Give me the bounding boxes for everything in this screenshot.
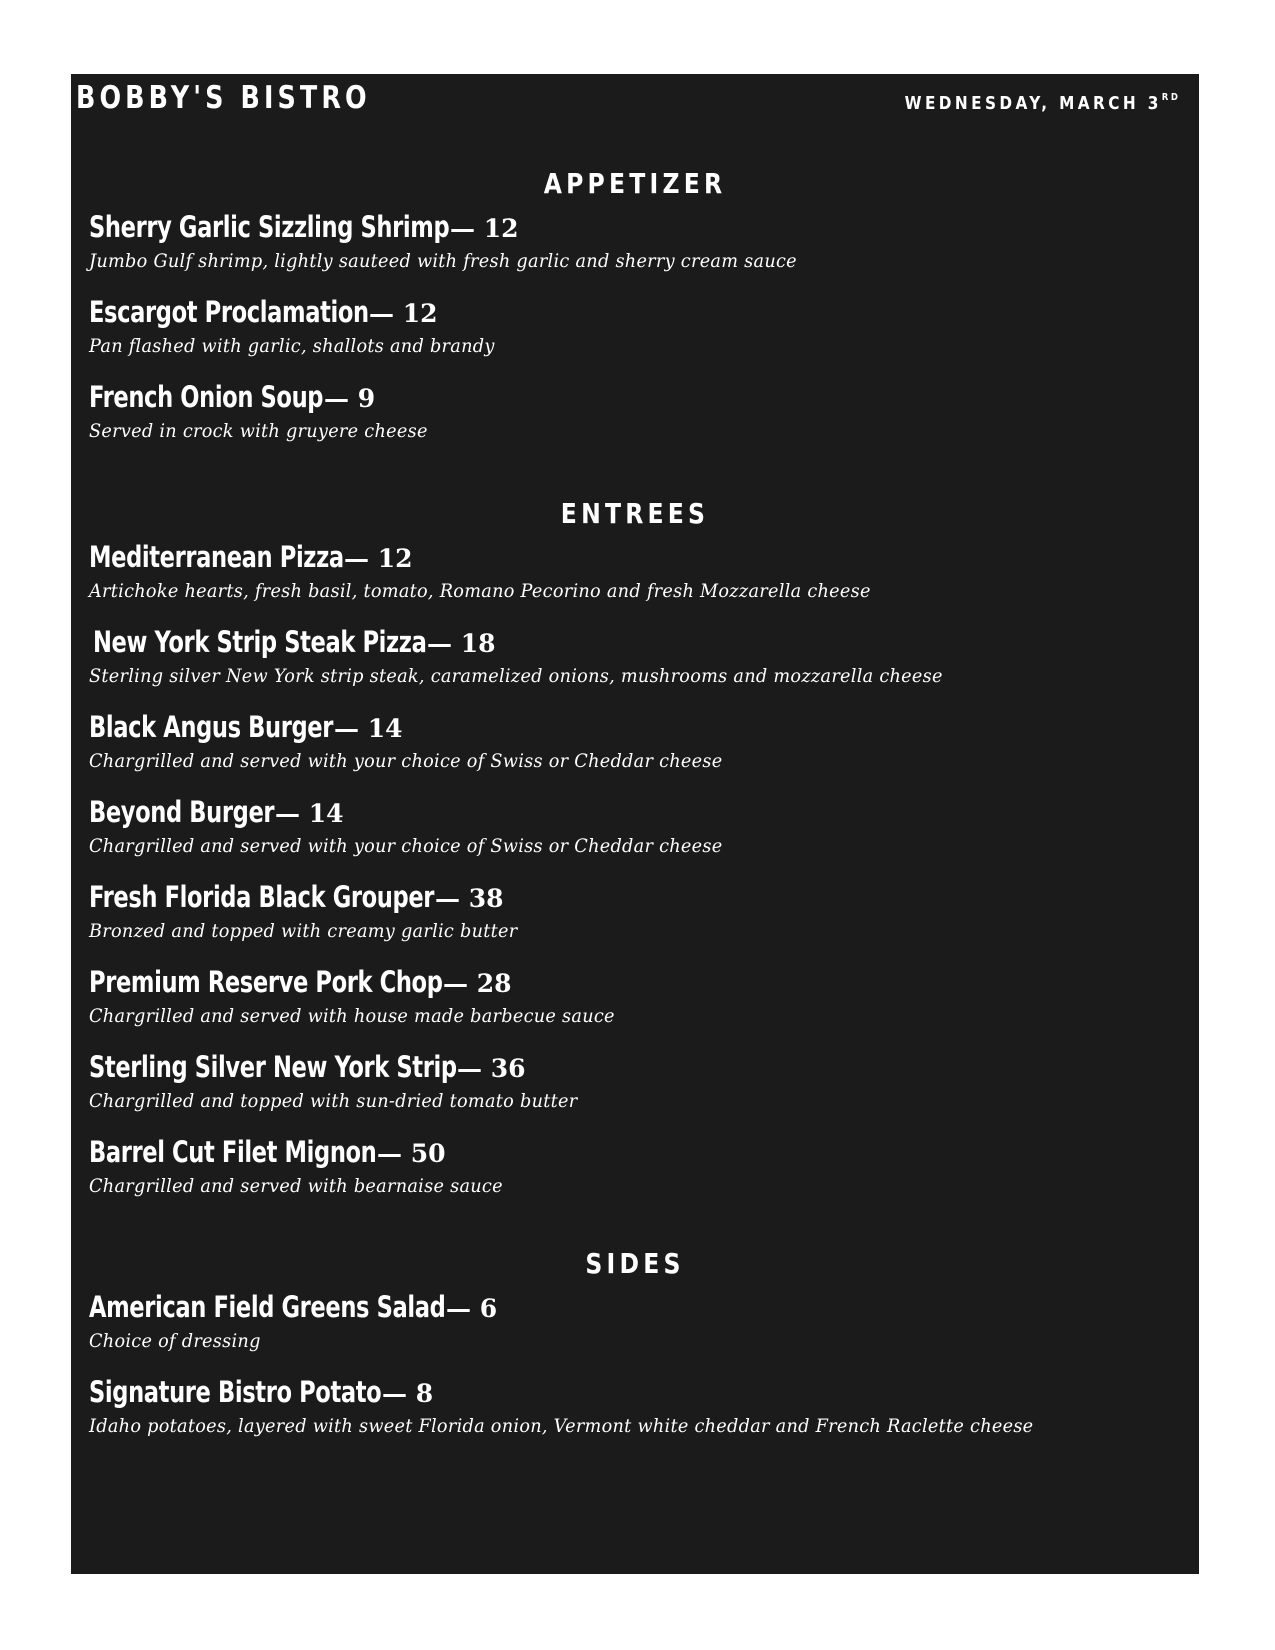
menu-item-description: Idaho potatoes, layered with sweet Florida onion, Vermont white cheddar and French Raclette cheese <box>89 1415 1034 1437</box>
menu-date <box>905 92 1181 114</box>
menu-item-title <box>89 1288 1199 1326</box>
menu-item <box>89 1133 1199 1218</box>
menu-item <box>89 208 1199 293</box>
menu-item-title <box>89 623 1199 661</box>
menu-item-price: 50 <box>410 1139 446 1168</box>
menu-item-price-group <box>334 710 403 748</box>
menu-item-price: 8 <box>415 1379 434 1408</box>
price-separator: — <box>446 1294 471 1323</box>
section-entrees <box>71 494 1199 1218</box>
menu-item-price-group <box>324 380 375 418</box>
menu-item-price-group <box>275 795 344 833</box>
menu-item-price: 12 <box>483 214 519 243</box>
menu-item-description: Bronzed and topped with creamy garlic butter <box>89 920 518 942</box>
menu-item-name: Mediterranean Pizza <box>89 540 344 574</box>
restaurant-name: BOBBY'S BISTRO <box>76 80 371 116</box>
price-separator: — <box>443 969 468 998</box>
menu-item-price: 12 <box>377 544 413 573</box>
menu-item-title <box>89 708 1199 746</box>
menu-item <box>89 963 1199 1048</box>
menu-item-name: Beyond Burger <box>89 795 275 829</box>
menu-item-price: 14 <box>367 714 403 743</box>
menu-item-price: 9 <box>357 384 376 413</box>
price-separator: — <box>450 214 475 243</box>
menu-item-price: 36 <box>490 1054 526 1083</box>
section-title: SIDES <box>585 1247 685 1280</box>
menu-item <box>89 708 1199 793</box>
menu-item-name: French Onion Soup <box>89 380 324 414</box>
menu-item-description: Pan flashed with garlic, shallots and brandy <box>89 335 495 357</box>
menu-item-price-group <box>457 1050 526 1088</box>
menu-item-name: Sherry Garlic Sizzling Shrimp <box>89 210 450 244</box>
menu-item-price-group <box>427 625 496 663</box>
menu-item-price: 18 <box>460 629 496 658</box>
menu-item-title <box>89 1048 1199 1086</box>
menu-item <box>89 538 1199 623</box>
price-separator: — <box>344 544 369 573</box>
menu-item-name: Barrel Cut Filet Mignon <box>89 1135 377 1169</box>
menu-date-suffix: RD <box>1162 92 1181 103</box>
menu-item-description: Artichoke hearts, fresh basil, tomato, Romano Pecorino and fresh Mozzarella cheese <box>89 580 871 602</box>
menu-panel <box>71 74 1199 1574</box>
menu-item-price: 38 <box>468 884 504 913</box>
price-separator: — <box>334 714 359 743</box>
menu-date-text: WEDNESDAY, MARCH 3 <box>905 93 1163 114</box>
menu-item-price-group <box>344 540 413 578</box>
price-separator: — <box>275 799 300 828</box>
menu-item <box>89 1373 1199 1458</box>
section-sides <box>71 1244 1199 1458</box>
menu-item-price-group <box>377 1135 446 1173</box>
menu-item <box>89 293 1199 378</box>
price-separator: — <box>457 1054 482 1083</box>
menu-item-title <box>89 963 1199 1001</box>
menu-item-description: Chargrilled and served with house made barbecue sauce <box>89 1005 615 1027</box>
menu-item-name: Premium Reserve Pork Chop <box>89 965 443 999</box>
price-separator: — <box>435 884 460 913</box>
menu-item-description: Jumbo Gulf shrimp, lightly sauteed with fresh garlic and sherry cream sauce <box>89 250 797 272</box>
menu-item-price: 28 <box>476 969 512 998</box>
menu-item-description: Chargrilled and served with your choice of Swiss or Cheddar cheese <box>89 750 723 772</box>
menu-item-name: Fresh Florida Black Grouper <box>89 880 435 914</box>
menu-item-description: Sterling silver New York strip steak, caramelized onions, mushrooms and mozzarella cheese <box>89 665 943 687</box>
menu-item-name: Signature Bistro Potato <box>89 1375 382 1409</box>
menu-item-title <box>89 878 1199 916</box>
menu-item <box>89 378 1199 463</box>
menu-item-price: 14 <box>308 799 344 828</box>
price-separator: — <box>369 299 394 328</box>
section-title: APPETIZER <box>543 167 727 200</box>
menu-item-title <box>89 538 1199 576</box>
menu-item-name: Black Angus Burger <box>89 710 334 744</box>
menu-item-price-group <box>450 210 519 248</box>
price-separator: — <box>324 384 349 413</box>
menu-item-price-group <box>446 1290 497 1328</box>
menu-item <box>89 793 1199 878</box>
menu-item-title <box>89 293 1199 331</box>
menu-item-name: New York Strip Steak Pizza <box>93 625 427 659</box>
menu-item-name: American Field Greens Salad <box>89 1290 446 1324</box>
menu-item <box>89 1288 1199 1373</box>
menu-item-name: Sterling Silver New York Strip <box>89 1050 457 1084</box>
menu-item-title <box>89 208 1199 246</box>
menu-item-description: Chargrilled and topped with sun-dried tomato butter <box>89 1090 578 1112</box>
menu-item-price-group <box>369 295 438 333</box>
menu-item-title <box>89 1373 1199 1411</box>
menu-item-name: Escargot Proclamation <box>89 295 369 329</box>
menu-item-price: 12 <box>402 299 438 328</box>
menu-item-title <box>89 378 1199 416</box>
menu-item-price-group <box>435 880 504 918</box>
menu-item-title <box>89 793 1199 831</box>
menu-item-price-group <box>443 965 512 1003</box>
menu-item-description: Served in crock with gruyere cheese <box>89 420 428 442</box>
menu-item-title <box>89 1133 1199 1171</box>
menu-item <box>89 1048 1199 1133</box>
menu-item-description: Chargrilled and served with your choice of Swiss or Cheddar cheese <box>89 835 723 857</box>
section-appetizer <box>71 164 1199 463</box>
menu-item-price: 6 <box>479 1294 498 1323</box>
menu-item <box>89 878 1199 963</box>
menu-item <box>89 623 1199 708</box>
price-separator: — <box>377 1139 402 1168</box>
section-title: ENTREES <box>560 497 710 530</box>
menu-header <box>76 76 1181 126</box>
menu-item-price-group <box>382 1375 433 1413</box>
price-separator: — <box>382 1379 407 1408</box>
menu-item-description: Chargrilled and served with bearnaise sauce <box>89 1175 503 1197</box>
menu-item-description: Choice of dressing <box>89 1330 261 1352</box>
price-separator: — <box>427 629 452 658</box>
